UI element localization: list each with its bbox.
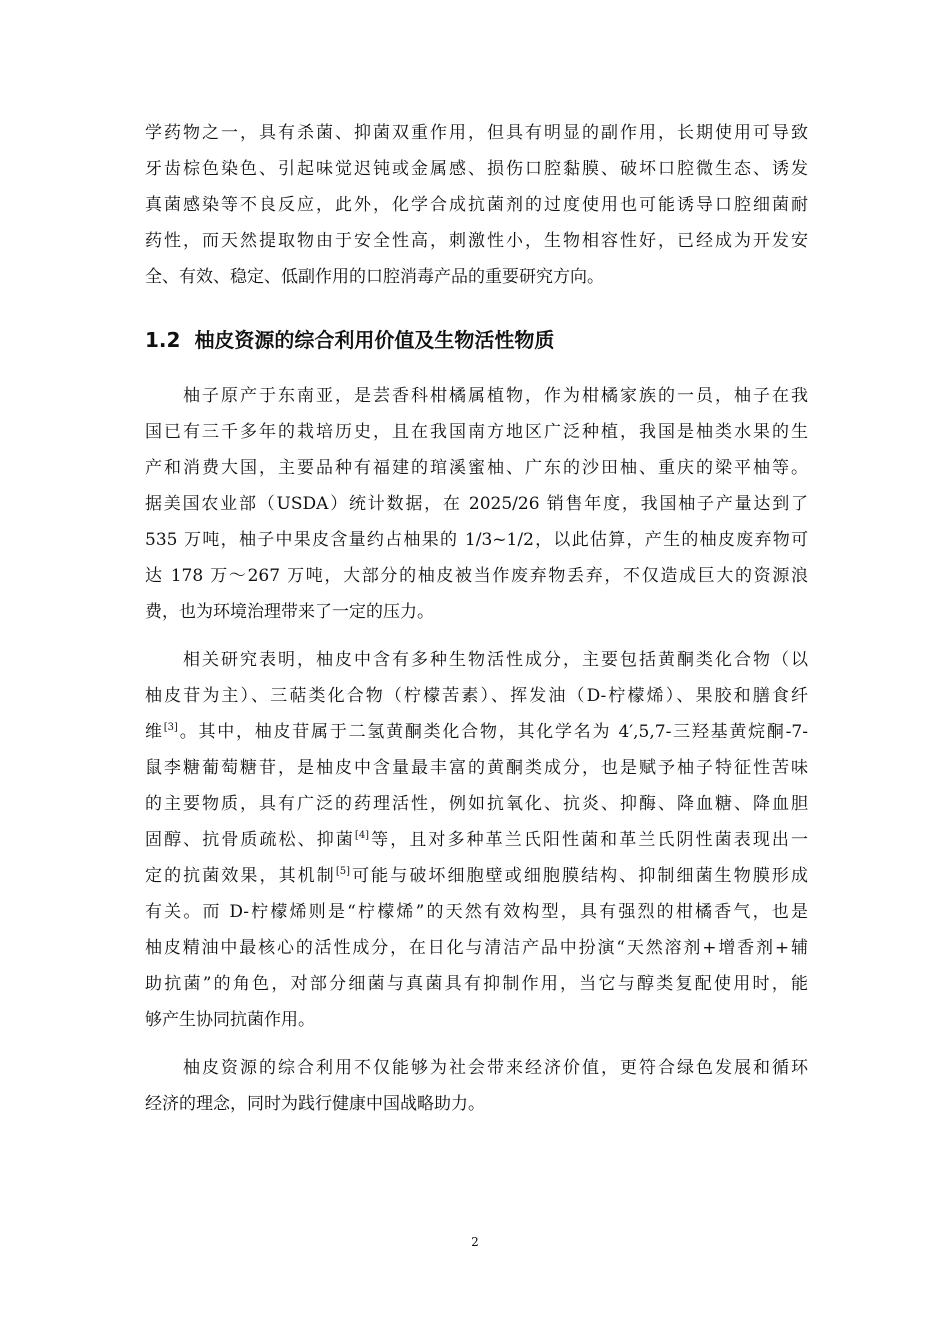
text-segment: 固醇、抗骨质疏松、抑菌 (145, 830, 355, 850)
text-line: 国已有三千多年的栽培历史，且在我国南方地区广泛种植，我国是柚类水果的生 (145, 422, 808, 442)
text-line (145, 718, 808, 746)
text-line: 药性，而天然提取物由于安全性高，刺激性小，生物相容性好，已经成为开发安 (145, 231, 808, 251)
text-segment: 可能与破坏细胞壁或细胞膜结构、抑制细菌生物膜形成 (350, 866, 809, 886)
text-segment: 定的抗菌效果，其机制 (145, 866, 336, 886)
text-line: 学药物之一，具有杀菌、抑菌双重作用，但具有明显的副作用，长期使用可导致 (145, 123, 808, 143)
citation-4: [4] (354, 830, 370, 841)
text-line: 全、有效、稳定、低副作用的口腔消毒产品的重要研究方向。 (145, 267, 604, 287)
text-line: 据美国农业部（USDA）统计数据，在 2025/26 销售年度，我国柚子产量达到了 (145, 494, 808, 514)
text-line: 助抗菌”的角色，对部分细菌与真菌具有抑制作用，当它与醇类复配使用时，能 (145, 974, 808, 994)
citation-3: [3] (163, 722, 178, 733)
text-segment: 等，且对多种革兰氏阳性菌和革兰氏阴性菌表现出一 (369, 830, 809, 850)
text-line: 535 万吨，柚子中果皮含量约占柚果的 1/3~1/2，以此估算，产生的柚皮废弃物可 (145, 530, 808, 550)
text-line: 相关研究表明，柚皮中含有多种生物活性成分，主要包括黄酮类化合物（以 (183, 650, 808, 670)
section-title: 柚皮资源的综合利用价值及生物活性物质 (194, 328, 555, 352)
text-line: 柚皮资源的综合利用不仅能够为社会带来经济价值，更符合绿色发展和循环 (183, 1058, 808, 1078)
text-line: 经济的理念，同时为践行健康中国战略助力。 (145, 1094, 485, 1114)
section-number: 1.2 (145, 328, 181, 352)
text-line: 有关。而 D-柠檬烯则是“柠檬烯”的天然有效构型，具有强烈的柑橘香气，也是 (145, 902, 808, 922)
text-segment: 。其中，柚皮苷属于二氢黄酮类化合物，其化学名为 4′,5,7-三羟基黄烷酮-7- (177, 722, 808, 742)
text-line: 柚子原产于东南亚，是芸香科柑橘属植物，作为柑橘家族的一员，柚子在我 (183, 386, 808, 406)
page-number: 2 (471, 1235, 479, 1249)
section-heading (145, 325, 808, 355)
text-line: 柚皮精油中最核心的活性成分，在日化与清洁产品中扮演“天然溶剂+增香剂+辅 (145, 938, 808, 958)
text-line: 柚皮苷为主）、三萜类化合物（柠檬苦素）、挥发油（D-柠檬烯）、果胶和膳食纤 (145, 686, 808, 706)
text-line: 达 178 万～267 万吨，大部分的柚皮被当作废弃物丢弃，不仅造成巨大的资源浪 (145, 566, 808, 586)
text-line: 鼠李糖葡萄糖苷，是柚皮中含量最丰富的黄酮类成分，也是赋予柚子特征性苦味 (145, 758, 808, 778)
text-line: 费，也为环境治理带来了一定的压力。 (145, 602, 434, 622)
text-line (145, 826, 808, 854)
text-line (145, 862, 808, 890)
text-line: 够产生协同抗菌作用。 (145, 1010, 315, 1030)
citation-5: [5] (335, 866, 351, 877)
text-segment: 维 (145, 722, 164, 742)
text-line: 的主要物质，具有广泛的药理活性，例如抗氧化、抗炎、抑酶、降血糖、降血胆 (145, 794, 808, 814)
text-line: 产和消费大国，主要品种有福建的琯溪蜜柚、广东的沙田柚、重庆的梁平柚等。 (145, 458, 808, 478)
text-line: 真菌感染等不良反应，此外，化学合成抗菌剂的过度使用也可能诱导口腔细菌耐 (145, 195, 808, 215)
text-line: 牙齿棕色染色、引起味觉迟钝或金属感、损伤口腔黏膜、破坏口腔微生态、诱发 (145, 159, 808, 179)
